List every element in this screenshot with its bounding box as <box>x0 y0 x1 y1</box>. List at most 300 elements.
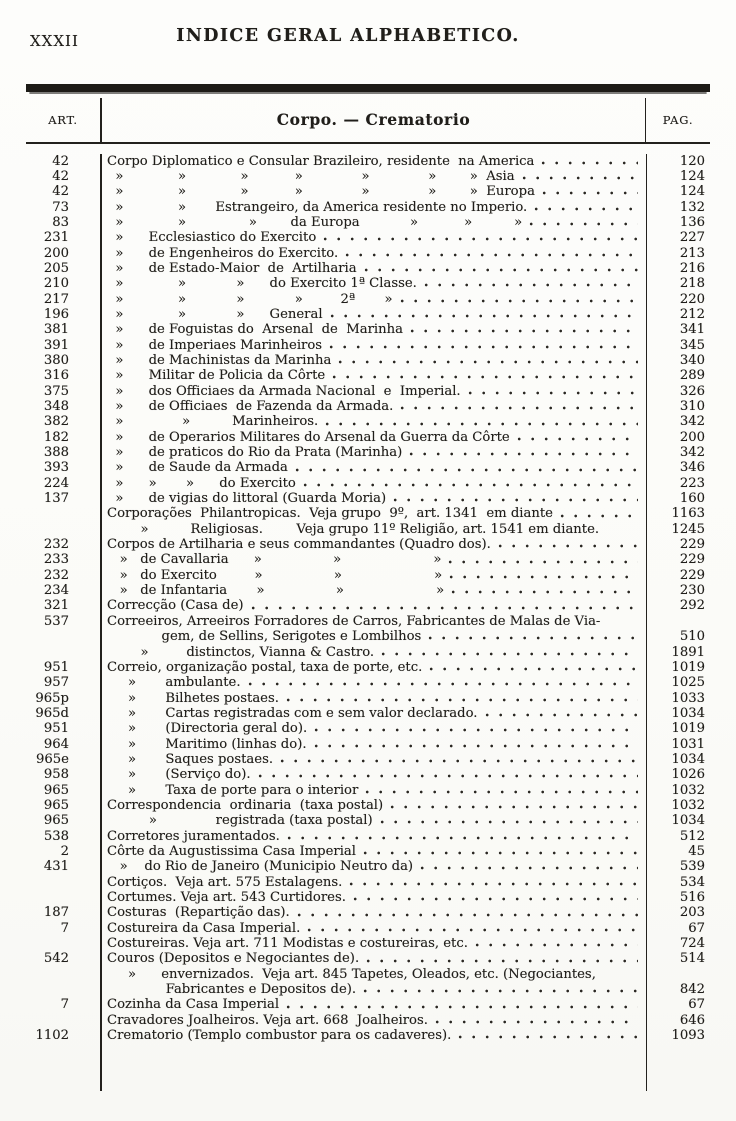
dot-leader <box>534 202 638 213</box>
entry-text: Corpo Diplomatico e Consular Brazileiro, residente na America <box>107 153 535 169</box>
entry-text: Costureira da Casa Imperial. <box>107 920 301 936</box>
page-ref: 1019 <box>646 721 710 736</box>
page-ref: 341 <box>646 322 710 337</box>
dot-leader <box>541 156 638 167</box>
entry-text: » Militar de Policia da Côrte <box>107 368 326 384</box>
page-ref: 534 <box>646 875 710 890</box>
dot-leader <box>330 309 638 320</box>
article-number: 393 <box>43 460 69 476</box>
entry-cell <box>100 169 646 184</box>
article-number: 381 <box>43 322 69 338</box>
dot-leader <box>560 509 638 520</box>
dot-leader <box>287 831 638 842</box>
dot-leader <box>323 232 638 243</box>
page-ref: 539 <box>646 859 710 874</box>
entry-text: » Cartas registradas com e sem valor declarado. <box>107 705 478 721</box>
index-row <box>26 967 710 982</box>
entry-text: » de Saude da Armada <box>107 460 288 476</box>
dot-leader <box>393 493 638 504</box>
page-ref: 136 <box>646 215 710 230</box>
entry-text: Correspondencia ordinaria (taxa postal) <box>107 797 384 813</box>
entry-cell <box>100 154 646 169</box>
entry-text: » de Officiaes de Fazenda da Armada. <box>107 399 394 414</box>
article-number: 537 <box>43 613 69 629</box>
dot-leader <box>400 294 638 305</box>
index-row <box>26 537 710 552</box>
dot-leader <box>307 923 638 934</box>
entry-text: Correio, organização postal, taxa de porte, etc. <box>107 659 423 675</box>
entry-cell <box>100 859 646 874</box>
page-ref: 45 <box>646 844 710 859</box>
entry-text: » Taxa de porte para o interior <box>107 782 359 798</box>
dot-leader <box>329 340 638 351</box>
page-ref: 1026 <box>646 767 710 782</box>
article-number: 388 <box>43 445 69 461</box>
entry-cell <box>100 675 646 690</box>
index-row <box>26 353 710 368</box>
dot-leader <box>429 662 638 673</box>
entry-cell <box>100 737 646 752</box>
index-row <box>26 322 710 337</box>
article-number: 42 <box>52 184 69 200</box>
entry-cell <box>100 706 646 721</box>
article-number: 224 <box>43 475 69 491</box>
dot-leader <box>409 447 638 458</box>
page-ref: 124 <box>646 169 710 184</box>
entry-cell <box>100 813 646 828</box>
entry-cell <box>100 200 646 215</box>
article-number: 7 <box>60 920 69 936</box>
page-header <box>26 26 710 60</box>
dot-leader <box>380 815 638 826</box>
article-number: 187 <box>43 905 69 921</box>
entry-cell <box>100 614 646 629</box>
dot-leader <box>485 708 639 719</box>
entry-text: » » » da Europa » » » <box>107 214 523 230</box>
entry-cell <box>100 583 646 598</box>
page-ref: 67 <box>646 997 710 1012</box>
entry-cell <box>100 307 646 322</box>
dot-leader <box>603 969 638 980</box>
entry-cell <box>100 414 646 429</box>
entry-text: Côrte da Augustissima Casa Imperial <box>107 843 357 859</box>
dot-leader <box>542 186 638 197</box>
table-body <box>26 144 710 1092</box>
entry-cell <box>100 261 646 276</box>
entry-cell <box>100 905 646 920</box>
entry-text: Corpos de Artilharia e seus commandantes (Quadro dos). <box>107 537 491 553</box>
index-row <box>26 169 710 184</box>
entry-cell <box>100 246 646 261</box>
entry-cell <box>100 537 646 552</box>
index-row <box>26 522 710 537</box>
page-ref: 212 <box>646 307 710 322</box>
entry-cell <box>100 875 646 890</box>
page-ref: 289 <box>646 368 710 383</box>
page-ref: 1245 <box>646 522 710 537</box>
article-number: 234 <box>43 583 69 599</box>
entry-cell <box>100 598 646 613</box>
entry-text: » de Estado-Maior de Artilharia <box>107 260 357 276</box>
article-number: 382 <box>43 414 69 430</box>
entry-cell <box>100 460 646 475</box>
entry-text: Corporações Philantropicas. Veja grupo 9º, art. 1341 em diante <box>107 506 553 522</box>
article-number: 951 <box>43 721 69 737</box>
article-number: 348 <box>43 399 69 414</box>
entry-text: Correcção (Casa de) <box>107 598 244 614</box>
entry-text: gem, de Sellins, Serigotes e Lombilhos <box>107 629 422 645</box>
dot-leader <box>280 754 638 765</box>
entry-text: » » » » 2ª » <box>107 291 393 307</box>
index-row <box>26 706 710 721</box>
page-ref: 1034 <box>646 706 710 721</box>
article-number: 321 <box>43 598 69 614</box>
entry-cell <box>100 767 646 782</box>
page-ref: 340 <box>646 353 710 368</box>
entry-text: » » Estrangeiro, da America residente no Imperio. <box>107 199 528 215</box>
entry-text: » » » do Exercito 1ª Classe. <box>107 276 417 292</box>
index-row <box>26 829 710 844</box>
page-ref: 132 <box>646 200 710 215</box>
dot-leader <box>529 217 638 228</box>
page-ref: 213 <box>646 246 710 261</box>
entry-text: Cozinha da Casa Imperial <box>107 997 280 1013</box>
page-ref: 326 <box>646 384 710 399</box>
index-row <box>26 1013 710 1028</box>
entry-cell <box>100 184 646 199</box>
entry-cell <box>100 322 646 337</box>
entry-cell <box>100 890 646 905</box>
dot-leader <box>381 647 638 658</box>
page-ref: 120 <box>646 154 710 169</box>
dot-leader <box>365 785 638 796</box>
entry-cell <box>100 798 646 813</box>
dot-leader <box>363 846 638 857</box>
entry-cell <box>100 522 646 537</box>
entry-text: » de vigias do littoral (Guarda Moria) <box>107 491 387 507</box>
page-ref: 1032 <box>646 783 710 798</box>
page-ref: 510 <box>646 629 710 644</box>
article-number: 232 <box>43 537 69 553</box>
index-row <box>26 921 710 936</box>
dot-leader <box>435 1015 638 1026</box>
entry-text: » (Directoria geral do). <box>107 721 308 737</box>
entry-cell <box>100 691 646 706</box>
entry-text: » distinctos, Vianna & Castro. <box>107 644 375 660</box>
page-ref: 1034 <box>646 752 710 767</box>
entry-text: » » Marinheiros. <box>107 414 319 430</box>
index-row <box>26 460 710 475</box>
index-row <box>26 598 710 613</box>
index-row <box>26 875 710 890</box>
page-ref: 292 <box>646 598 710 613</box>
entry-text: » registrada (taxa postal) <box>107 813 373 829</box>
index-row <box>26 552 710 567</box>
page-ref: 1891 <box>646 645 710 660</box>
page-ref: 200 <box>646 430 710 445</box>
page-ref: 124 <box>646 184 710 199</box>
page-ref: 220 <box>646 292 710 307</box>
article-number: 391 <box>43 337 69 353</box>
entry-cell <box>100 982 646 997</box>
article-number: 965e <box>36 751 69 767</box>
index-row <box>26 568 710 583</box>
index-row <box>26 783 710 798</box>
entry-cell <box>100 721 646 736</box>
dot-leader <box>349 877 638 888</box>
page-ref: 223 <box>646 476 710 491</box>
entry-text: » Saques postaes. <box>107 751 274 767</box>
article-number: 965p <box>35 690 69 706</box>
dot-leader <box>428 631 638 642</box>
dot-leader <box>448 555 638 566</box>
page-ref: 203 <box>646 905 710 920</box>
dot-leader <box>449 570 638 581</box>
article-number: 542 <box>43 951 69 967</box>
index-row <box>26 215 710 230</box>
entry-cell <box>100 1028 646 1043</box>
article-number: 380 <box>43 352 69 368</box>
index-row <box>26 384 710 399</box>
page-ref <box>646 1043 710 1091</box>
entry-cell <box>100 783 646 798</box>
entry-text: » de praticos do Rio da Prata (Marinha) <box>107 445 403 461</box>
page-ref: 230 <box>646 583 710 598</box>
dot-leader <box>295 463 638 474</box>
entry-cell <box>100 476 646 491</box>
entry-cell <box>100 506 646 521</box>
dot-leader <box>364 263 638 274</box>
entry-text: » » » General <box>107 306 323 322</box>
dot-leader <box>451 585 638 596</box>
article-number: 964 <box>43 736 69 752</box>
page-ref: 1034 <box>646 813 710 828</box>
index-row <box>26 414 710 429</box>
entry-text: » » » » » » » Europa <box>107 184 535 200</box>
article-number: 965 <box>43 782 69 798</box>
index-row <box>26 154 710 169</box>
index-row <box>26 798 710 813</box>
page-ref: 1033 <box>646 691 710 706</box>
entry-text: Crematorio (Templo combustor para os cadaveres). <box>107 1028 452 1044</box>
article-number: 316 <box>43 368 69 384</box>
index-row <box>26 905 710 920</box>
entry-text: Fabricantes e Depositos de). <box>107 982 357 998</box>
page-ref <box>646 614 710 629</box>
article-number: 1102 <box>35 1028 69 1044</box>
entry-cell <box>100 1043 646 1091</box>
dot-leader <box>498 539 638 550</box>
dot-leader <box>366 954 638 965</box>
entry-cell <box>100 552 646 567</box>
article-number: 196 <box>43 306 69 322</box>
article-number: 182 <box>43 429 69 445</box>
page-ref: 216 <box>646 261 710 276</box>
index-row <box>26 292 710 307</box>
page-ref: 229 <box>646 568 710 583</box>
dot-leader <box>258 769 638 780</box>
entry-cell <box>100 660 646 675</box>
article-number: 957 <box>43 675 69 691</box>
index-row <box>26 399 710 414</box>
page-ref: 1031 <box>646 737 710 752</box>
dot-leader <box>522 171 638 182</box>
entry-cell <box>100 445 646 460</box>
article-number: 965d <box>35 705 69 721</box>
index-row <box>26 184 710 199</box>
index-row <box>26 445 710 460</box>
index-row <box>26 307 710 322</box>
entry-cell <box>100 921 646 936</box>
index-row <box>26 338 710 353</box>
table-header-row <box>26 98 710 144</box>
article-number: 205 <box>43 260 69 276</box>
entry-cell <box>100 997 646 1012</box>
entry-cell <box>100 829 646 844</box>
article-number: 538 <box>43 828 69 844</box>
entry-text: » do Exercito » » » <box>107 567 443 583</box>
index-row <box>26 614 710 629</box>
entry-cell <box>100 384 646 399</box>
entry-cell <box>100 936 646 951</box>
entry-text: » » » do Exercito <box>107 475 296 491</box>
entry-cell <box>100 230 646 245</box>
page-title: INDICE GERAL ALPHABETICO. <box>176 26 520 46</box>
dot-leader <box>400 401 638 412</box>
entry-cell <box>100 1013 646 1028</box>
entry-text: Costuras (Repartição das). <box>107 905 290 921</box>
article-number: 231 <box>43 230 69 246</box>
article-number: 965 <box>43 813 69 829</box>
entry-text: » Ecclesiastico do Exercito <box>107 230 317 246</box>
entry-text: » Religiosas. Veja grupo 11º Religião, art. 1541 em diante. <box>107 521 600 537</box>
entry-cell <box>100 629 646 644</box>
page-ref: 842 <box>646 982 710 997</box>
entry-cell <box>100 368 646 383</box>
index-row <box>26 767 710 782</box>
entry-cell <box>100 568 646 583</box>
entry-text: » de Cavallaria » » » <box>107 552 442 568</box>
entry-cell <box>100 752 646 767</box>
dot-leader <box>410 324 638 335</box>
dot-leader <box>325 417 638 428</box>
entry-text: » dos Officiaes da Armada Nacional e Imperial. <box>107 383 461 399</box>
index-table <box>26 98 710 1092</box>
entry-text: Cortiços. Veja art. 575 Estalagens. <box>107 874 343 890</box>
index-row <box>26 629 710 644</box>
page-ref: 1093 <box>646 1028 710 1043</box>
entry-cell <box>100 967 646 982</box>
index-row <box>26 951 710 966</box>
entry-text: Cravadores Joalheiros. Veja art. 668 Joalheiros. <box>107 1012 428 1028</box>
index-row <box>26 936 710 951</box>
entry-text: » de Infantaria » » » <box>107 583 445 599</box>
entry-cell <box>100 951 646 966</box>
entry-cell <box>100 292 646 307</box>
article-number: 83 <box>52 214 69 230</box>
index-row <box>26 982 710 997</box>
article-number: 951 <box>43 659 69 675</box>
article-number: 200 <box>43 245 69 261</box>
article-number: 431 <box>43 859 69 875</box>
article-number: 958 <box>43 767 69 783</box>
page-ref: 1163 <box>646 506 710 521</box>
index-row <box>26 660 710 675</box>
entry-cell <box>100 430 646 445</box>
page-ref: 1032 <box>646 798 710 813</box>
dot-leader <box>297 908 638 919</box>
entry-cell <box>100 353 646 368</box>
dot-leader <box>390 800 638 811</box>
page-ref: 342 <box>646 445 710 460</box>
index-row <box>26 721 710 736</box>
index-row <box>26 476 710 491</box>
index-row <box>26 691 710 706</box>
dot-leader <box>286 1000 638 1011</box>
index-row <box>26 506 710 521</box>
article-number: 7 <box>60 997 69 1013</box>
dot-leader <box>607 616 638 627</box>
entry-text: » de Engenheiros do Exercito. <box>107 245 339 261</box>
entry-cell <box>100 276 646 291</box>
column-header-pag: PAG. <box>645 98 710 142</box>
entry-text: Cortumes. Veja art. 543 Curtidores. <box>107 890 346 905</box>
entry-text: » de Foguistas do Arsenal de Marinha <box>107 322 403 338</box>
page-ref: 646 <box>646 1013 710 1028</box>
dot-leader <box>517 432 638 443</box>
index-row <box>26 430 710 445</box>
entry-cell <box>100 844 646 859</box>
dot-leader <box>353 892 638 903</box>
dot-leader <box>606 524 638 535</box>
page-ref: 512 <box>646 829 710 844</box>
index-row <box>26 368 710 383</box>
dot-leader <box>303 478 638 489</box>
page-ref: 229 <box>646 552 710 567</box>
dot-leader <box>338 355 638 366</box>
index-row <box>26 276 710 291</box>
dot-leader <box>248 677 638 688</box>
entry-cell <box>100 645 646 660</box>
dot-leader <box>332 370 638 381</box>
entry-text: » Maritimo (linhas do). <box>107 736 307 752</box>
entry-text: » do Rio de Janeiro (Municipio Neutro da) <box>107 859 414 875</box>
entry-cell <box>100 491 646 506</box>
article-number: 965 <box>43 797 69 813</box>
page-ref: 1019 <box>646 660 710 675</box>
index-row <box>26 890 710 905</box>
page-ref: 345 <box>646 338 710 353</box>
article-number: 375 <box>43 383 69 399</box>
entry-text: » envernizados. Veja art. 845 Tapetes, Oleados, etc. (Negociantes, <box>107 966 596 982</box>
entry-cell <box>100 215 646 230</box>
index-row <box>26 583 710 598</box>
index-row <box>26 491 710 506</box>
page-ref: 67 <box>646 921 710 936</box>
index-row <box>26 230 710 245</box>
folio-number: XXXII <box>30 32 79 50</box>
article-number: 42 <box>52 153 69 169</box>
article-number: 233 <box>43 552 69 568</box>
article-number: 42 <box>52 168 69 184</box>
page-ref: 310 <box>646 399 710 414</box>
double-rule <box>26 84 710 92</box>
index-row <box>26 645 710 660</box>
page-ref: 724 <box>646 936 710 951</box>
page-ref: 218 <box>646 276 710 291</box>
dot-leader <box>286 693 638 704</box>
article-number: 232 <box>43 567 69 583</box>
